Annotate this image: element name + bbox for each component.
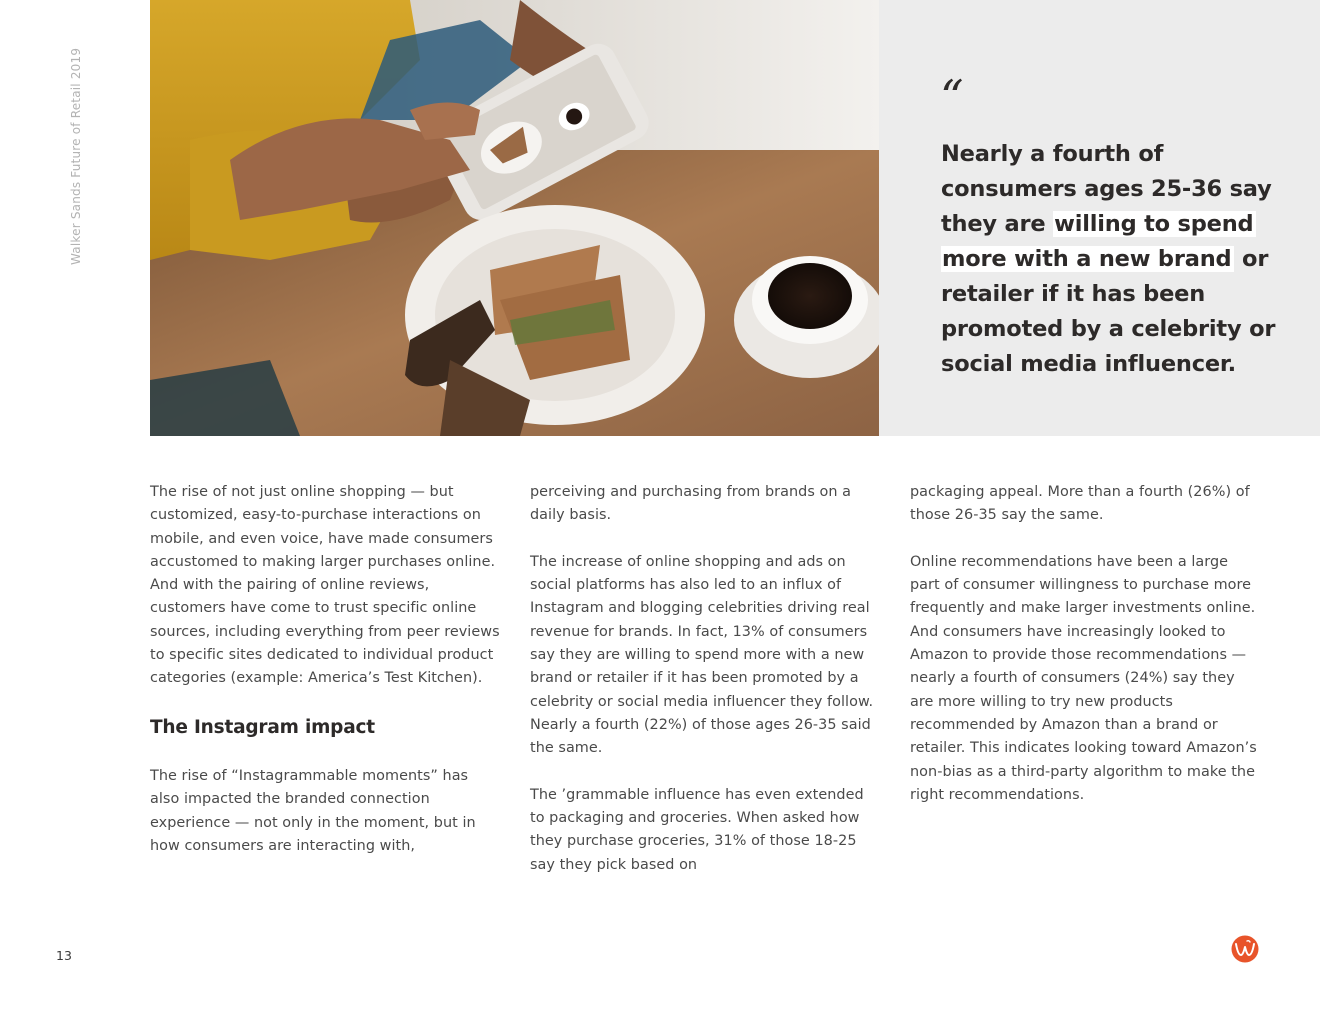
paragraph: The ’grammable influence has even extended to packaging and groceries. When asked how they purchase groceries, 31% of those 18-25 say they pick based on xyxy=(530,786,864,873)
paragraph: Online recommendations have been a large part of consumer willingness to purchase more frequently and make larger investments online. And consumers have increasingly looked to Amazon to provide those recommendations — nearly a fourth of consumers (24%) say they are more willing to try new products recommended by Amazon than a brand or retailer. This indicates looking toward Amazon’s non-bias as a third-party algorithm to make the right recommendations. xyxy=(910,553,1257,803)
walker-sands-logo-icon xyxy=(1230,934,1260,964)
section-heading: The Instagram impact xyxy=(150,716,375,738)
pull-quote xyxy=(941,137,1291,382)
paragraph: packaging appeal. More than a fourth (26%) of those 26-35 say the same. xyxy=(910,484,1250,524)
report-side-label: Walker Sands Future of Retail 2019 xyxy=(69,47,83,265)
hero-photo xyxy=(150,0,879,436)
paragraph: The rise of “Instagrammable moments” has also impacted the branded connection experience — not only in the moment, but in how consumers are interacting with, xyxy=(150,767,476,854)
paragraph: perceiving and purchasing from brands on a daily basis. xyxy=(530,484,852,524)
pull-quote-end: or retailer if it has been promoted by a celebrity or social media influencer. xyxy=(941,246,1276,377)
pull-quote-highlight: willing to spend more with a new brand xyxy=(941,211,1256,272)
paragraph: The increase of online shopping and ads on social platforms has also led to an influx of Instagram and blogging celebrities driving real revenue for brands. In fact, 13% of consumers say they are willing to spend more with a new brand or retailer if it has been promoted by a celebrity or social media influencer they follow. Nearly a fourth (22%) of those ages 26-35 said the same. xyxy=(530,553,874,757)
pull-quote-start: Nearly a fourth of consumers ages 25-36 say they are xyxy=(941,141,1272,237)
text-column-1 xyxy=(150,481,502,881)
paragraph: The rise of not just online shopping — but customized, easy-to-purchase interactions on mobile, and even voice, have made consumers accustomed to making larger purchases online. And with the pairing of online reviews, customers have come to trust specific online sources, including everything from peer reviews to specific sites dedicated to individual product categories (example: America’s Test Kitchen). xyxy=(150,484,500,687)
text-column-2 xyxy=(530,481,882,900)
quote-mark-icon: “ xyxy=(940,70,964,124)
page-number: 13 xyxy=(56,948,72,963)
text-column-3 xyxy=(910,481,1262,830)
